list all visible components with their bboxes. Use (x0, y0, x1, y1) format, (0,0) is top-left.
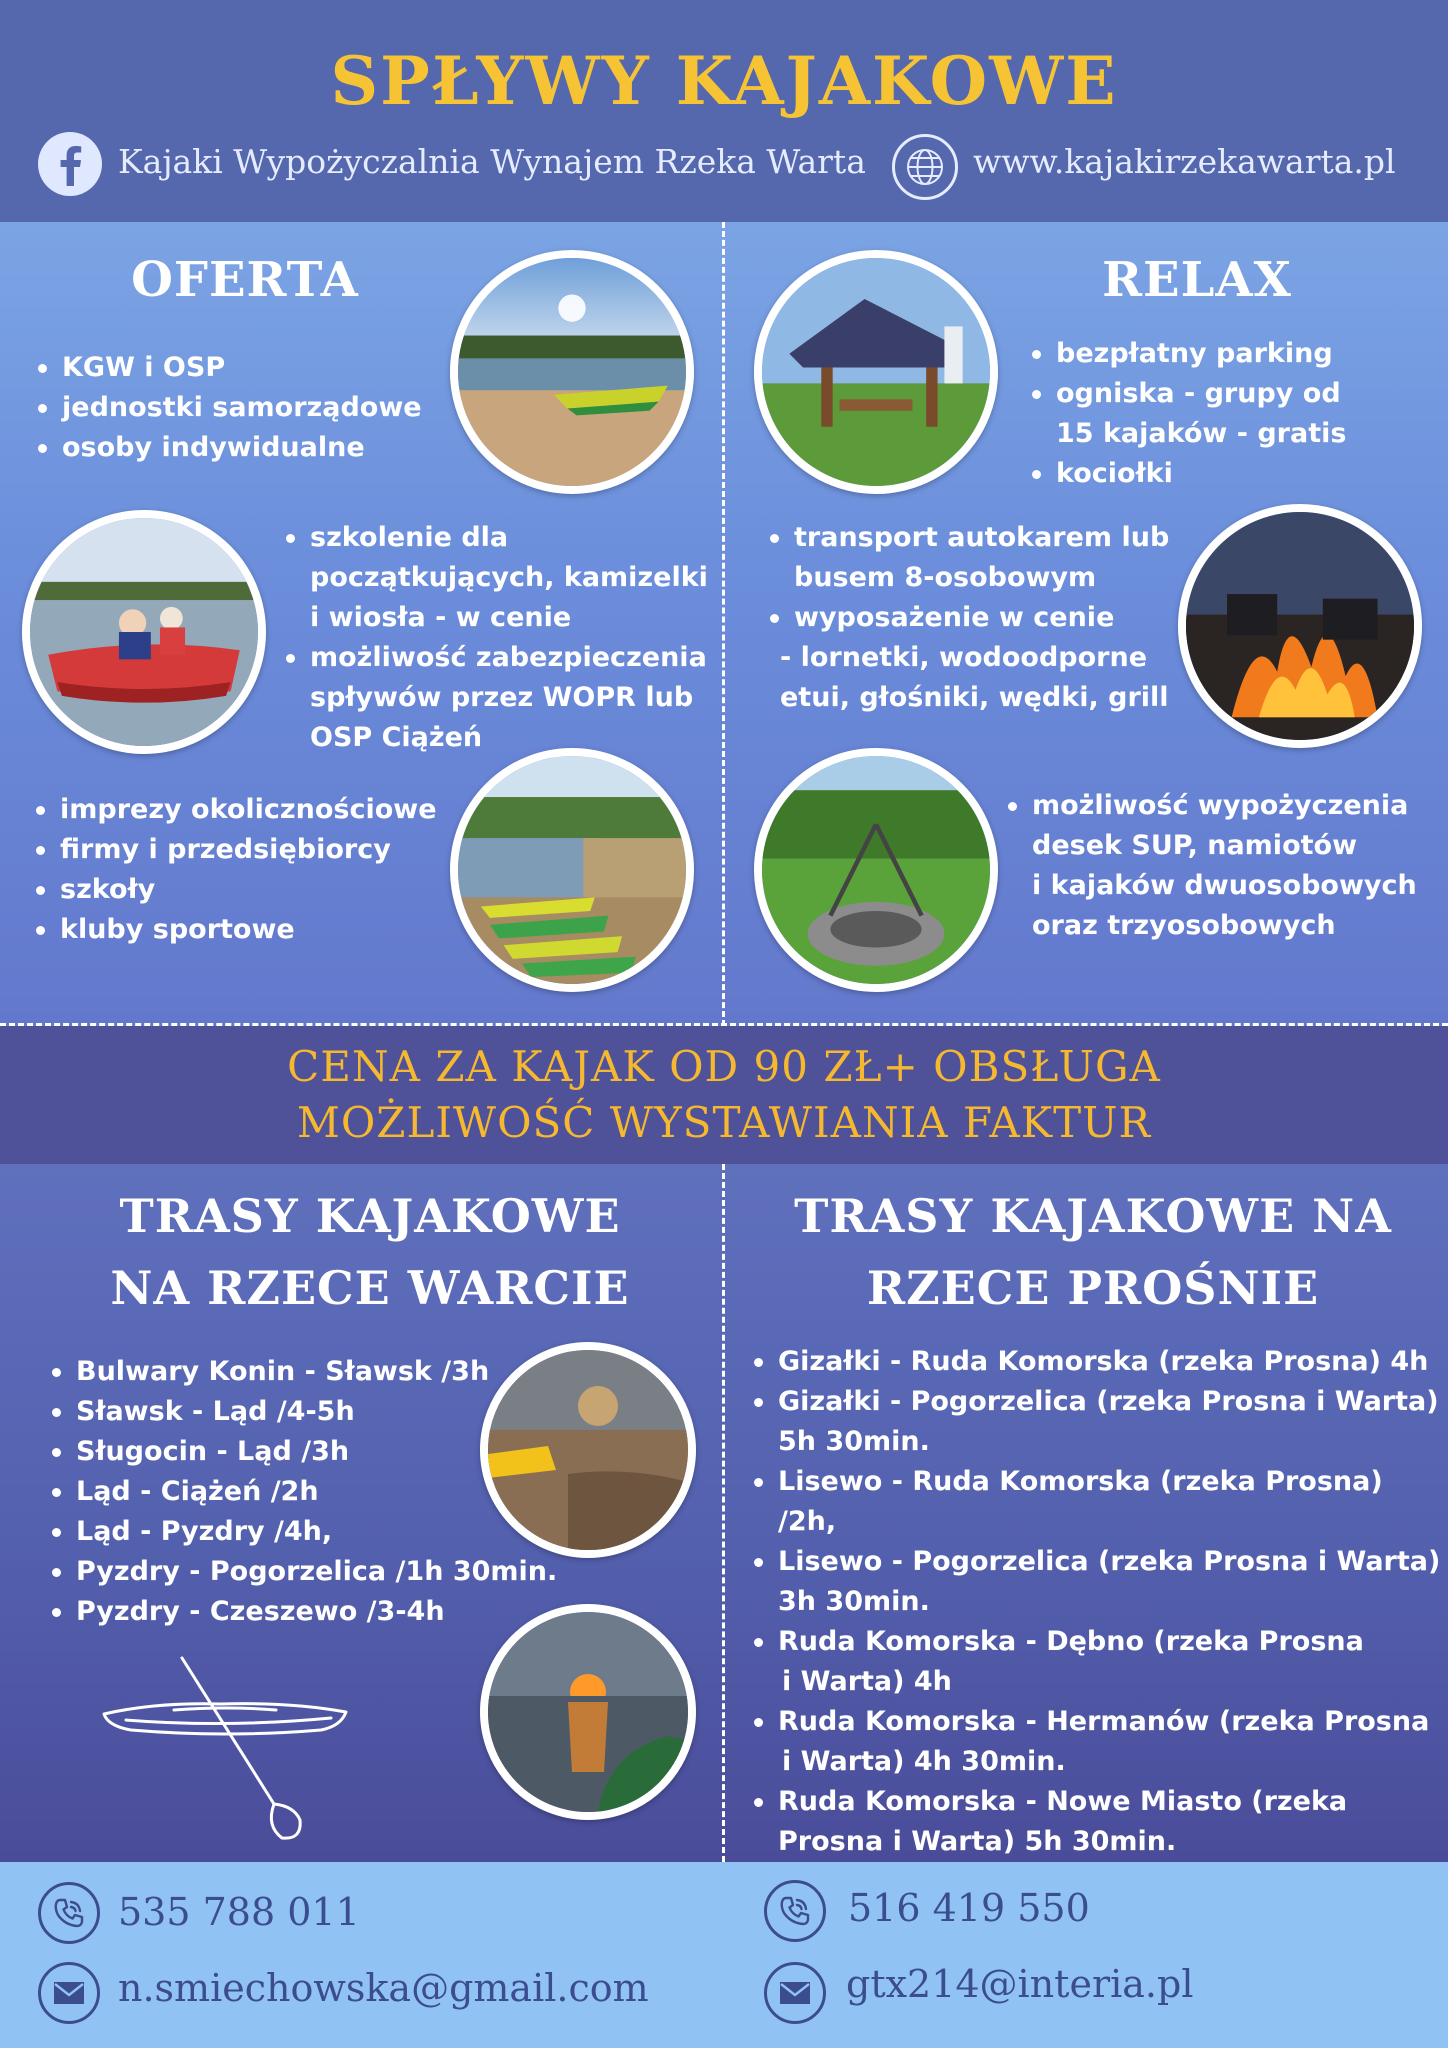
photo-rescue-boat (22, 510, 266, 754)
list-item: możliwość wypożyczenia (1006, 786, 1446, 826)
facebook-page-link[interactable]: Kajaki Wypożyczalnia Wynajem Rzeka Warta (118, 142, 866, 181)
photo-gazebo (754, 250, 998, 494)
list-item: szkolenie dla (284, 518, 724, 558)
list-item: imprezy okolicznościowe (34, 790, 454, 830)
relax-list-1 (1030, 334, 1440, 494)
route-item: Ruda Komorska - Dębno (rzeka Prosna (752, 1622, 1442, 1662)
route-item: Bulwary Konin - Sławsk /3h (50, 1352, 610, 1392)
list-item: jednostki samorządowe (36, 388, 456, 428)
header (0, 0, 1448, 222)
route-item: Ruda Komorska - Nowe Miasto (rzeka (752, 1782, 1442, 1822)
list-item: osoby indywidualne (36, 428, 456, 468)
list-item: etui, głośniki, wędki, grill (780, 682, 1169, 713)
oferta-list-2 (284, 518, 724, 758)
relax-list-2 (768, 518, 1188, 718)
route-item: 5h 30min. (778, 1426, 930, 1457)
route-item: i Warta) 4h 30min. (782, 1746, 1066, 1777)
route-item: i Warta) 4h (782, 1666, 952, 1697)
price-line: CENA ZA KAJAK OD 90 ZŁ+ OBSŁUGA (287, 1042, 1161, 1091)
route-item: Gizałki - Ruda Komorska (rzeka Prosna) 4h (752, 1342, 1442, 1382)
photo-sunset-kayak (480, 1342, 696, 1558)
route-item: Lisewo - Pogorzelica (rzeka Prosna i Warta) (752, 1542, 1442, 1582)
offer-section (0, 222, 1448, 1026)
photo-fire-pit (754, 748, 998, 992)
list-item: bezpłatny parking (1030, 334, 1440, 374)
list-item: busem 8-osobowym (794, 562, 1097, 593)
list-item: KGW i OSP (36, 348, 456, 388)
facebook-icon[interactable] (38, 132, 102, 196)
list-item: możliwość zabezpieczenia (284, 638, 724, 678)
list-item: kociołki (1030, 454, 1440, 494)
route-item: Sługocin - Ląd /3h (50, 1432, 610, 1472)
email-1[interactable]: n.smiechowska@gmail.com (118, 1966, 649, 2010)
price-band (0, 1026, 1448, 1164)
photo-campfire (1178, 504, 1422, 748)
oferta-list-3 (34, 790, 454, 950)
route-item: 3h 30min. (778, 1586, 930, 1617)
list-item: i kajaków dwuosobowych (1032, 870, 1417, 901)
envelope-icon[interactable] (764, 1962, 826, 2024)
route-item: Ląd - Pyzdry /4h, (50, 1512, 610, 1552)
list-item: kluby sportowe (34, 910, 454, 950)
phone-number-2[interactable]: 516 419 550 (848, 1886, 1090, 1930)
routes-section (0, 1164, 1448, 1862)
contact-footer (0, 1862, 1448, 2048)
phone-number-1[interactable]: 535 788 011 (118, 1890, 360, 1934)
photo-kayaks-shore (450, 748, 694, 992)
kayak-paddle-icon (96, 1654, 356, 1844)
main-title: SPŁYWY KAJAKOWE (330, 42, 1118, 120)
list-item: ogniska - grupy od (1030, 374, 1440, 414)
route-item: Prosna i Warta) 5h 30min. (778, 1826, 1177, 1857)
list-item: - lornetki, wodoodporne (780, 642, 1148, 673)
phone-icon[interactable] (764, 1880, 826, 1942)
prosna-routes-list (752, 1342, 1442, 1862)
list-item: spływów przez WOPR lub (310, 682, 694, 713)
list-item: 15 kajaków - gratis (1056, 418, 1347, 449)
prosna-heading-line1: TRASY KAJAKOWE NA (794, 1189, 1392, 1243)
photo-sunrise-river (480, 1604, 696, 1820)
relax-heading: RELAX (1102, 252, 1292, 308)
list-item: desek SUP, namiotów (1032, 830, 1358, 861)
warta-heading (40, 1180, 700, 1324)
prosna-heading (748, 1180, 1438, 1324)
phone-icon[interactable] (38, 1882, 100, 1944)
warta-heading-line1: TRASY KAJAKOWE (119, 1189, 621, 1243)
globe-icon[interactable] (892, 134, 958, 200)
list-item: i wiosła - w cenie (310, 602, 572, 633)
list-item: wyposażenie w cenie (768, 598, 1188, 638)
website-link[interactable]: www.kajakirzekawarta.pl (973, 142, 1396, 181)
list-item: szkoły (34, 870, 454, 910)
route-item: Sławsk - Ląd /4-5h (50, 1392, 610, 1432)
relax-list-3 (1006, 786, 1446, 946)
email-2[interactable]: gtx214@interia.pl (846, 1962, 1194, 2006)
route-item: Pyzdry - Pogorzelica /1h 30min. (50, 1552, 610, 1592)
invoice-line: MOŻLIWOŚĆ WYSTAWIANIA FAKTUR (296, 1098, 1152, 1147)
list-item: OSP Ciążeń (310, 722, 483, 753)
list-item: oraz trzyosobowych (1032, 910, 1336, 941)
route-item: Pyzdry - Czeszewo /3-4h (50, 1592, 610, 1632)
route-item: Lisewo - Ruda Komorska (rzeka Prosna) /2h, (752, 1462, 1442, 1542)
prosna-heading-line2: RZECE PROŚNIE (866, 1261, 1320, 1315)
oferta-list-1 (36, 348, 456, 468)
route-item: Ląd - Ciążeń /2h (50, 1472, 610, 1512)
oferta-heading: OFERTA (131, 252, 359, 308)
list-item: początkujących, kamizelki (310, 562, 708, 593)
route-item: Gizałki - Pogorzelica (rzeka Prosna i Warta) (752, 1382, 1442, 1422)
photo-kayak-beach (450, 250, 694, 494)
envelope-icon[interactable] (38, 1962, 100, 2024)
route-item: Ruda Komorska - Hermanów (rzeka Prosna (752, 1702, 1442, 1742)
vertical-divider (722, 1164, 725, 1862)
warta-heading-line2: NA RZECE WARCIE (110, 1261, 630, 1315)
list-item: transport autokarem lub (768, 518, 1188, 558)
list-item: firmy i przedsiębiorcy (34, 830, 454, 870)
